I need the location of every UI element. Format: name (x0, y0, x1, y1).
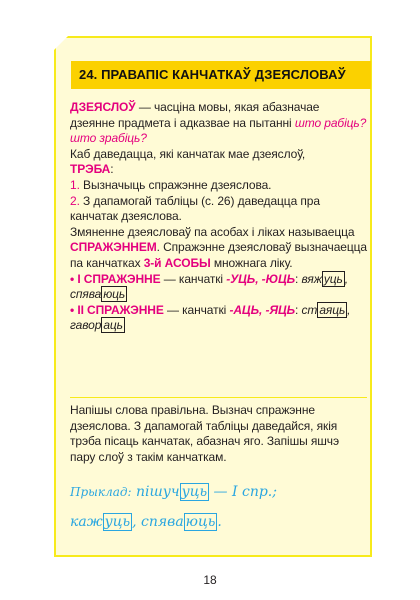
example-3-ending: аяць (319, 302, 346, 317)
handwritten-word-3-ending: юць (185, 514, 216, 530)
definition-term: ДЗЕЯСЛОЎ (70, 100, 136, 114)
intro-text: Каб даведацца, які канчатак мае дзеяслоў, (70, 146, 306, 161)
divider (70, 397, 367, 398)
step-2 (70, 194, 367, 225)
example-2-ending: юць (103, 287, 126, 302)
intro-paragraph: Каб даведацца, які канчатак мае дзеяслоў, ТРЭБА: (70, 146, 306, 177)
handwritten-word-1-ending: уць (181, 484, 208, 500)
handwritten-word-3-stem: спява (141, 514, 184, 530)
example-1-ending: уць (323, 271, 343, 286)
definition-paragraph (70, 100, 367, 147)
rule-text-3: множнага ліку. (210, 255, 293, 270)
example-1-stem: вяж (301, 271, 322, 286)
definition-questions: што рабіць? што зрабіць? (70, 115, 367, 146)
example-label: Прыклад: (70, 485, 132, 499)
page-number: 18 (203, 573, 217, 587)
rule-paragraph (70, 225, 367, 272)
example-4-stem: гавор (70, 318, 102, 333)
step-2-number: 2. (70, 193, 80, 208)
step-1-text: Вызначыць спражэнне дзеяслова. (79, 177, 272, 192)
task-paragraph: Напішы слова правільна. Вызнач спражэнне дзеяслова. З дапамогай табліцы даведайся, якія трэба пісаць канчатак, абазнач яго. Запішы яшчэ пару слоў з такім канчаткам. (70, 403, 339, 464)
example-2-stem: спява (70, 287, 102, 302)
handwritten-example-line-1 (70, 484, 277, 500)
handwritten-example-line-2: каж уць , спява юць . (70, 514, 222, 530)
conjugation-2-label: • ІІ СПРАЖЭННЕ (70, 302, 164, 317)
rule-person: 3-й АСОБЫ (143, 255, 211, 270)
step-1-number: 1. (70, 177, 80, 192)
page-title: 24. ПРАВАПІС КАНЧАТКАЎ ДЗЕЯСЛОВАЎ (71, 61, 371, 89)
task-text (70, 403, 367, 465)
handwritten-word-1-stem: пішуч (135, 484, 180, 500)
conjugation-1-text: — канчаткі (160, 271, 227, 286)
conjugation-1: • І СПРАЖЭННЕ — канчаткі -УЦЬ, -ЮЦЬ: вяж уць , спява юць (70, 271, 348, 302)
conjugation-2: • ІІ СПРАЖЭННЕ — канчаткі -АЦЬ, -ЯЦЬ: ст аяць , гавор аць (70, 302, 351, 333)
step-2-text: З дапамогай табліцы (с. 26) даведацца пра канчатак дзеяслова. (70, 193, 320, 224)
rule-text-1: Змяненне дзеясловаў па асобах і ліках называецца (70, 224, 355, 239)
handwritten-word-2-ending: уць (104, 514, 131, 530)
example-3-stem: ст (301, 302, 318, 317)
handwritten-note: — І спр.; (209, 484, 277, 500)
need-label: ТРЭБА (70, 162, 111, 177)
definition-text: — часціна мовы, якая абазначае дзеянне прадмета і адказвае на пытанні (70, 100, 320, 130)
step-1 (70, 178, 367, 194)
rule-text-2: . Спражэнне дзеясловаў вызначаецца па канчатках (70, 240, 367, 270)
conjugation-2-text: — канчаткі (163, 302, 230, 317)
card-corner-fold (54, 36, 68, 50)
conjugation-2-endings: -АЦЬ, -ЯЦЬ (229, 302, 296, 317)
conjugation-1-endings: -УЦЬ, -ЮЦЬ (226, 271, 296, 286)
rule-text (70, 100, 367, 334)
handwritten-word-2-stem: каж (70, 514, 103, 530)
rule-term: СПРАЖЭННЕМ (70, 240, 157, 255)
conjugation-1-label: • І СПРАЖЭННЕ (70, 271, 161, 286)
example-4-ending: аць (103, 318, 123, 333)
